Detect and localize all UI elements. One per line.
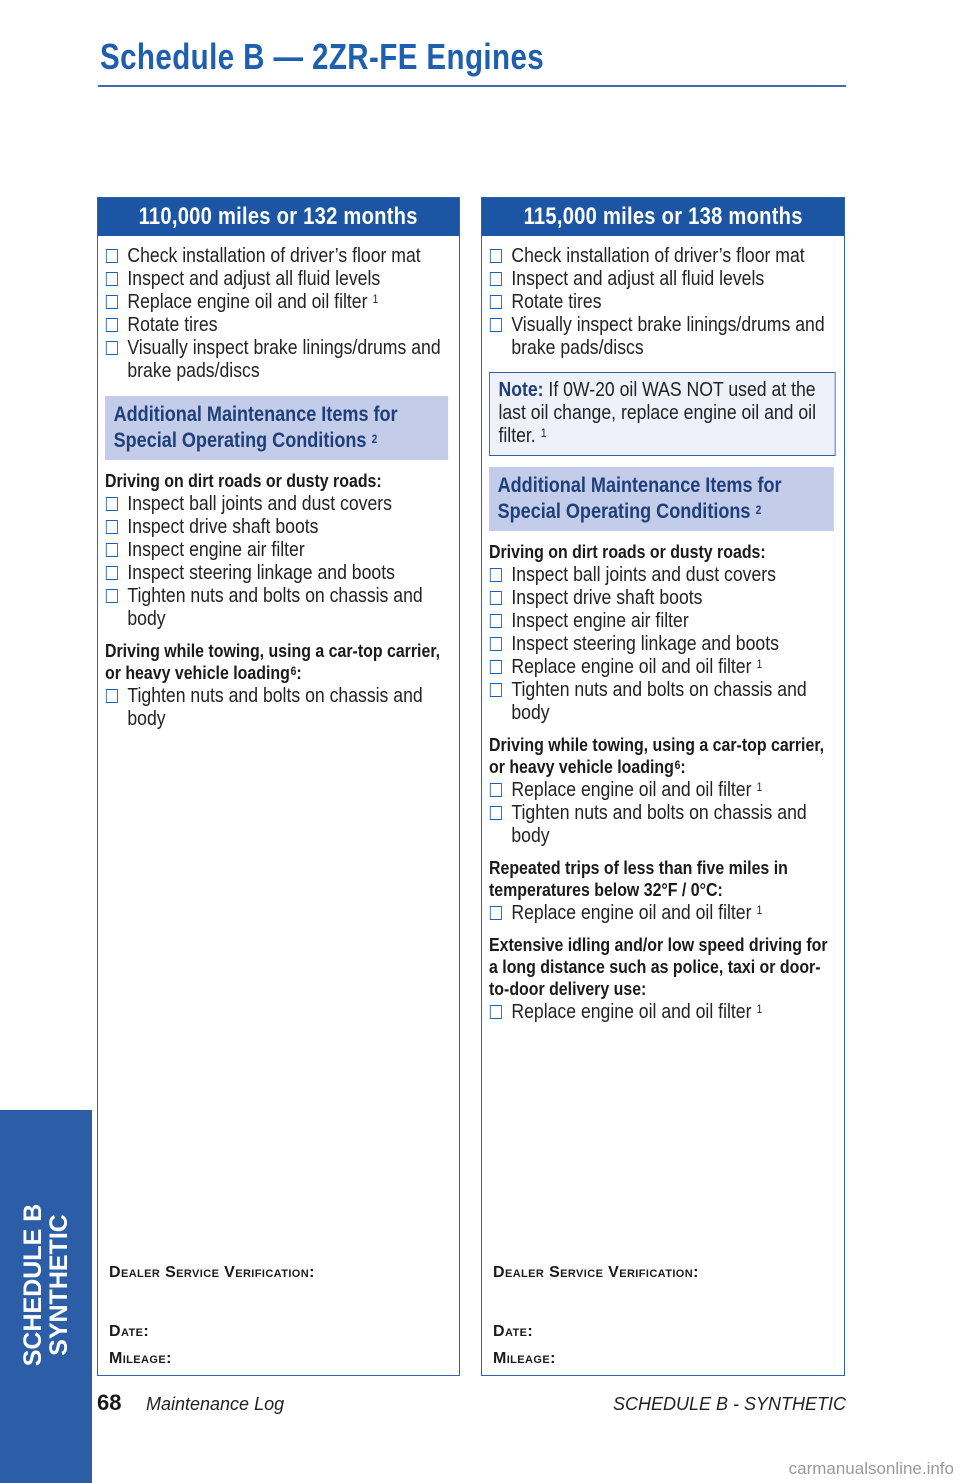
checklist-item: Tighten nuts and bolts on chassis and body (489, 801, 835, 847)
title-divider (98, 85, 846, 87)
checkbox[interactable] (490, 783, 502, 797)
checkbox[interactable] (106, 566, 118, 580)
side-tab-label: SCHEDULE B SYNTHETIC (19, 1203, 73, 1367)
date-label: Date: (493, 1323, 534, 1340)
panel-header: 110,000 miles or 132 months (98, 198, 459, 236)
checklist-item: Check installation of driver’s floor mat (105, 244, 450, 267)
condition-label-dirt: Driving on dirt roads or dusty roads: (489, 541, 766, 562)
checklist-item: Inspect drive shaft boots (105, 515, 450, 538)
checklist-item: Check installation of driver’s floor mat (489, 244, 835, 267)
mileage-label: Mileage: (493, 1350, 556, 1367)
checkbox[interactable] (490, 272, 502, 286)
checklist-item: Tighten nuts and bolts on chassis and body (105, 684, 450, 730)
watermark: carmanualsonline.info (788, 1459, 954, 1478)
checkbox[interactable] (106, 249, 118, 263)
condition-label-towing: Driving while towing, using a car-top carrier, or heavy vehicle loading$^6$: (105, 640, 441, 683)
condition-label-towing: Driving while towing, using a car-top carrier, or heavy vehicle loading$^6$: (489, 734, 825, 777)
checkbox[interactable] (490, 295, 502, 309)
checkbox[interactable] (490, 1005, 502, 1019)
checkbox[interactable] (490, 806, 502, 820)
checkbox[interactable] (490, 637, 502, 651)
checkbox[interactable] (106, 295, 118, 309)
checklist-item: Inspect steering linkage and boots (105, 561, 450, 584)
checkbox[interactable] (106, 589, 118, 603)
checklist-item: Replace engine oil and oil filter $^1$ (489, 1000, 835, 1023)
checkbox[interactable] (490, 318, 502, 332)
oil-note: Note: If 0W-20 oil WAS NOT used at the last oil change, replace engine oil and oil filter. $^1$ (489, 372, 835, 456)
panel-header: 115,000 miles or 138 months (482, 198, 844, 236)
checklist-item: Inspect steering linkage and boots (489, 632, 835, 655)
panel-115000-miles (481, 197, 845, 1376)
condition-label-idling: Extensive idling and/or low speed driving for a long distance such as police, taxi or door-to-door delivery use: (489, 934, 828, 999)
footer-left-label: Maintenance Log (146, 1394, 285, 1414)
checklist-item: Inspect and adjust all fluid levels (105, 267, 450, 290)
checklist-item: Inspect and adjust all fluid levels (489, 267, 835, 290)
checklist-item: Inspect ball joints and dust covers (489, 563, 835, 586)
checklist-item: Inspect engine air filter (105, 538, 450, 561)
dealer-verification-label: Dealer Service Verification: (109, 1264, 315, 1281)
checklist-item: Rotate tires (489, 290, 835, 313)
checklist-item: Visually inspect brake linings/drums and brake pads/discs (489, 313, 835, 359)
checklist-item: Replace engine oil and oil filter $^1$ (489, 901, 835, 924)
checkbox[interactable] (106, 272, 118, 286)
checklist-item: Inspect ball joints and dust covers (105, 492, 450, 515)
checklist-item: Inspect engine air filter (489, 609, 835, 632)
panel-110000-miles (97, 197, 460, 1376)
footer-right-label: SCHEDULE B - SYNTHETIC (612, 1394, 846, 1414)
checkbox[interactable] (490, 660, 502, 674)
checklist-item: Inspect drive shaft boots (489, 586, 835, 609)
checkbox[interactable] (106, 543, 118, 557)
condition-label-short-trips: Repeated trips of less than five miles in temperatures below 32°F / 0°C: (489, 857, 788, 900)
checkbox[interactable] (106, 318, 118, 332)
checkbox[interactable] (490, 249, 502, 263)
page-title: Schedule B — 2ZR-FE Engines (100, 36, 545, 77)
additional-items-heading: Additional Maintenance Items for Special Operating Conditions $^2$ (489, 467, 833, 531)
checkbox[interactable] (106, 689, 118, 703)
checklist-item: Replace engine oil and oil filter $^1$ (105, 290, 450, 313)
checklist-item: Replace engine oil and oil filter $^1$ (489, 778, 835, 801)
dealer-verification-label: Dealer Service Verification: (493, 1264, 699, 1281)
checklist-item: Visually inspect brake linings/drums and brake pads/discs (105, 336, 450, 382)
date-label: Date: (109, 1323, 150, 1340)
checklist-item: Rotate tires (105, 313, 450, 336)
condition-label-dirt: Driving on dirt roads or dusty roads: (105, 470, 382, 491)
checklist-item: Replace engine oil and oil filter $^1$ (489, 655, 835, 678)
checkbox[interactable] (490, 614, 502, 628)
checkbox[interactable] (106, 520, 118, 534)
page-number: 68 (97, 1390, 122, 1415)
checkbox[interactable] (490, 591, 502, 605)
checklist-item: Tighten nuts and bolts on chassis and body (105, 584, 450, 630)
checkbox[interactable] (490, 568, 502, 582)
checkbox[interactable] (490, 906, 502, 920)
mileage-label: Mileage: (109, 1350, 172, 1367)
checkbox[interactable] (106, 341, 118, 355)
additional-items-heading: Additional Maintenance Items for Special Operating Conditions $^2$ (105, 396, 448, 460)
checkbox[interactable] (106, 497, 118, 511)
checklist-item: Tighten nuts and bolts on chassis and body (489, 678, 835, 724)
footnote-ref: 1 (372, 292, 379, 306)
checkbox[interactable] (490, 683, 502, 697)
